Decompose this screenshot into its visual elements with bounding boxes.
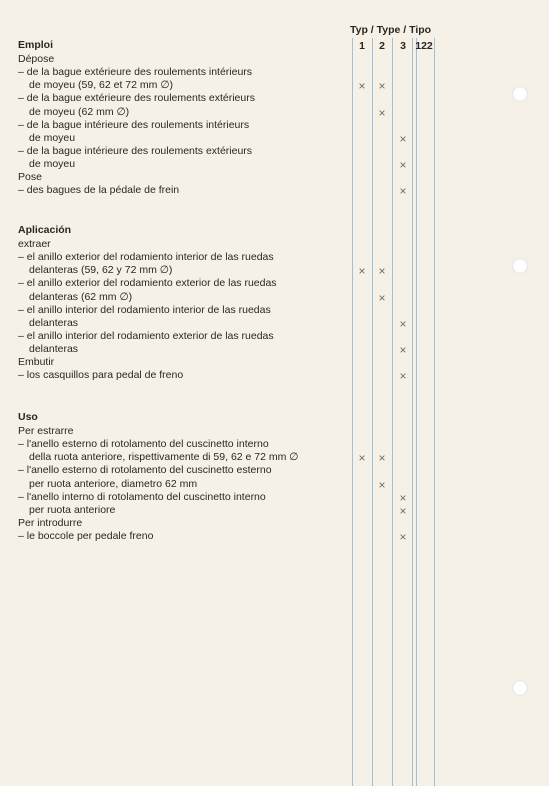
column-rule — [372, 38, 373, 786]
column-label: 1 — [359, 40, 365, 52]
applicability-mark: × — [378, 477, 386, 492]
text-line: Per introdurre — [18, 516, 83, 529]
text-line: – l'anello interno di rotolamento del cuscinetto interno — [18, 490, 266, 503]
text-line: – el anillo interior del rodamiento exterior de las ruedas — [18, 329, 274, 342]
text-line: de moyeu (59, 62 et 72 mm ∅) — [29, 79, 173, 92]
applicability-mark: × — [378, 451, 386, 466]
text-line: – el anillo interior del rodamiento interior de las ruedas — [18, 303, 271, 316]
section-heading: Aplicación — [18, 224, 72, 236]
text-line: de moyeu — [29, 131, 76, 144]
punch-hole — [512, 680, 528, 696]
applicability-mark: × — [399, 342, 407, 357]
applicability-mark: × — [399, 157, 407, 172]
applicability-mark: × — [378, 264, 386, 279]
applicability-mark: × — [399, 490, 407, 505]
text-line: – el anillo exterior del rodamiento exterior de las ruedas — [18, 277, 277, 290]
text-line: – des bagues de la pédale de frein — [18, 184, 180, 197]
column-label: 3 — [400, 40, 406, 52]
text-line: de moyeu (62 mm ∅) — [29, 105, 130, 118]
applicability-mark: × — [399, 503, 407, 518]
text-line: delanteras — [29, 316, 79, 329]
text-line: delanteras — [29, 342, 79, 355]
text-line: Per estrarre — [18, 425, 74, 438]
applicability-mark: × — [399, 316, 407, 331]
text-line: della ruota anteriore, rispettivamente di 59, 62 e 72 mm ∅ — [29, 451, 299, 464]
text-line: – el anillo exterior del rodamiento interior de las ruedas — [18, 251, 274, 264]
applicability-mark: × — [378, 79, 386, 94]
text-line: Pose — [18, 171, 42, 183]
column-rule — [392, 38, 393, 786]
text-line: – de la bague intérieure des roulements extérieurs — [18, 144, 253, 157]
section-heading: Emploi — [18, 39, 54, 51]
punch-hole — [512, 86, 528, 102]
text-line: – l'anello esterno di rotolamento del cuscinetto esterno — [18, 464, 272, 477]
text-line: Embutir — [18, 356, 55, 368]
column-rule — [352, 38, 353, 786]
applicability-mark: × — [358, 264, 366, 279]
text-line: extraer — [18, 238, 51, 251]
text-line: delanteras (59, 62 y 72 mm ∅) — [29, 264, 173, 277]
applicability-mark: × — [399, 529, 407, 544]
text-line: – de la bague intérieure des roulements intérieurs — [18, 118, 250, 131]
column-label: 2 — [379, 40, 385, 52]
text-line: Dépose — [18, 53, 55, 66]
applicability-mark: × — [378, 105, 386, 120]
text-line: – de la bague extérieure des roulements intérieurs — [18, 66, 253, 79]
column-rule — [412, 38, 417, 786]
applicability-mark: × — [378, 290, 386, 305]
text-line: – los casquillos para pedal de freno — [18, 369, 184, 382]
text-line: – le boccole per pedale freno — [18, 529, 154, 542]
applicability-mark: × — [358, 451, 366, 466]
type-header-title: Typ / Type / Tipo — [350, 24, 432, 36]
text-line: delanteras (62 mm ∅) — [29, 290, 133, 303]
section-heading: Uso — [18, 411, 38, 423]
text-line: – de la bague extérieure des roulements extérieurs — [18, 92, 255, 105]
applicability-mark: × — [358, 79, 366, 94]
applicability-mark: × — [399, 369, 407, 384]
punch-hole — [512, 258, 528, 274]
text-line: de moyeu — [29, 157, 76, 170]
applicability-mark: × — [399, 131, 407, 146]
text-line: – l'anello esterno di rotolamento del cuscinetto interno — [18, 438, 269, 451]
column-rule — [434, 38, 435, 786]
text-line: per ruota anteriore, diametro 62 mm — [29, 477, 198, 490]
applicability-mark: × — [399, 184, 407, 199]
text-line: per ruota anteriore — [29, 503, 116, 516]
column-label: 122 — [415, 40, 433, 52]
